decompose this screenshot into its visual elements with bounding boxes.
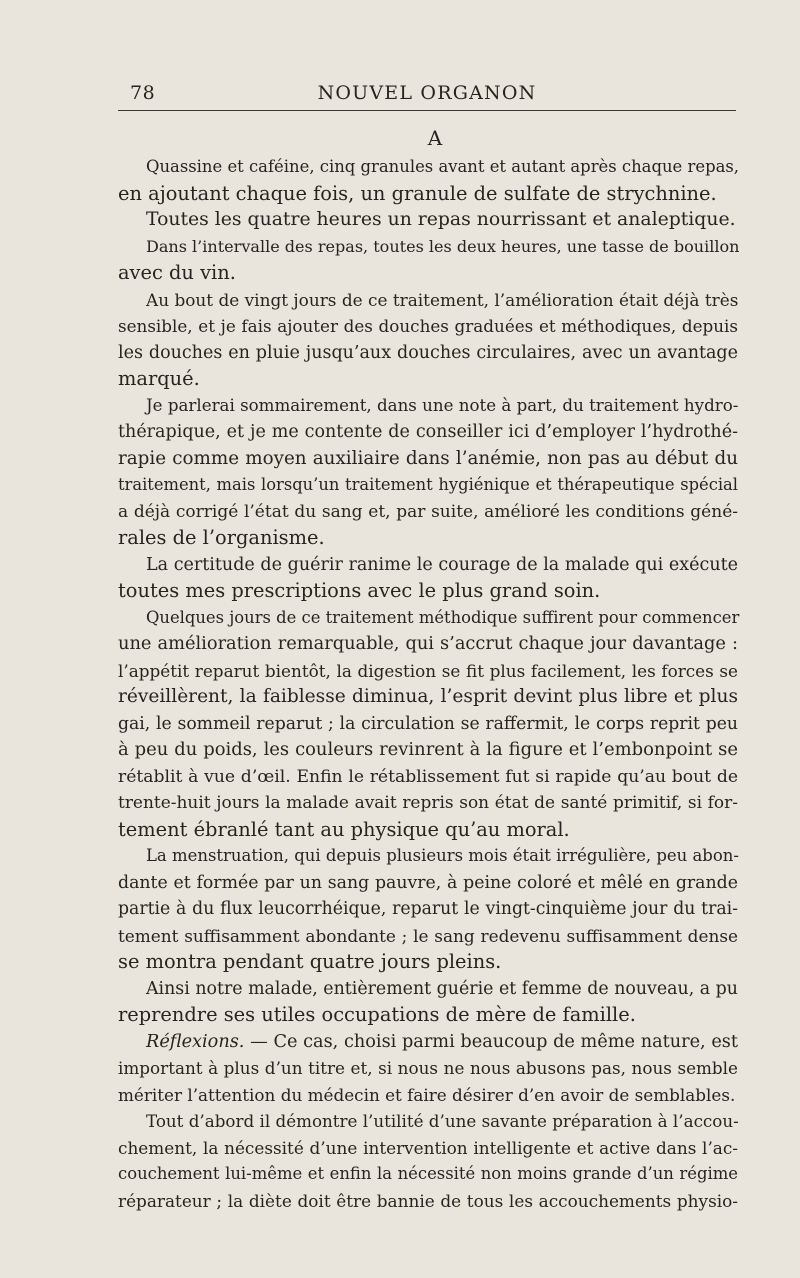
text-line: a déjà corrigé l’état du sang et, par suite, amélioré les conditions géné- <box>118 501 738 522</box>
text-line: chement, la nécessité d’une intervention intelligente et active dans l’ac- <box>118 1137 738 1158</box>
text-line: Au bout de vingt jours de ce traitement, l’amélioration était déjà très <box>146 289 739 310</box>
section-letter: A <box>427 126 443 150</box>
running-title: NOUVEL ORGANON <box>317 82 537 104</box>
text-line: se montra pendant quatre jours pleins. <box>118 950 502 973</box>
text-line: Toutes les quatre heures un repas nourrissant et analeptique. <box>146 209 736 230</box>
text-line: important à plus d’un titre et, si nous ne nous abusons pas, nous semble <box>118 1058 738 1078</box>
text-line: La menstruation, qui depuis plusieurs mois était irrégulière, peu abon- <box>146 846 739 865</box>
text-line: marqué. <box>118 367 200 390</box>
text-line: thérapique, et je me contente de conseiller ici d’employer l’hydrothé- <box>118 422 738 442</box>
text-line: tement suffisamment abondante ; le sang redevenu suffisamment dense <box>118 925 738 946</box>
header-rule <box>118 110 736 111</box>
text-line: Je parlerai sommairement, dans une note à part, du traitement hydro- <box>146 395 739 415</box>
text-line: Quelques jours de ce traitement méthodique suffirent pour commencer <box>146 607 740 627</box>
text-line: tement ébranlé tant au physique qu’au moral. <box>118 817 570 841</box>
text-line: Ainsi notre malade, entièrement guérie et femme de nouveau, a pu <box>146 978 738 999</box>
text-line: Quassine et caféine, cinq granules avant et autant après chaque repas, <box>146 157 740 176</box>
reflexions-text: Ce cas, choisi parmi beaucoup de même nature, est <box>273 1031 738 1052</box>
reflexions-label: Réflexions. — <box>146 1031 274 1052</box>
text-line: réveillèrent, la faiblesse diminua, l’esprit devint plus libre et plus <box>118 686 738 707</box>
text-line: rales de l’organisme. <box>118 526 325 549</box>
text-line: avec du vin. <box>118 261 236 284</box>
text-line: rétablit à vue d’œil. Enfin le rétablissement fut si rapide qu’au bout de <box>118 766 738 787</box>
text-line: réparateur ; la diète doit être bannie de tous les accouchements physio- <box>118 1190 738 1211</box>
text-line: La certitude de guérir ranime le courage de la malade qui exécute <box>146 554 738 575</box>
text-line: toutes mes prescriptions avec le plus grand soin. <box>118 579 601 602</box>
text-line: l’appétit reparut bientôt, la digestion se fit plus facilement, les forces se <box>118 660 738 681</box>
text-line: Dans l’intervalle des repas, toutes les deux heures, une tasse de bouillon <box>146 236 740 256</box>
body-text <box>118 154 738 1214</box>
text-line: reprendre ses utiles occupations de mère de famille. <box>118 1003 636 1026</box>
text-line: traitement, mais lorsqu’un traitement hygiénique et thérapeutique spécial <box>118 475 738 494</box>
text-line: dante et formée par un sang pauvre, à peine coloré et mêlé en grande <box>118 872 738 893</box>
text-line: sensible, et je fais ajouter des douches graduées et méthodiques, depuis <box>118 316 738 336</box>
page-number: 78 <box>130 82 156 104</box>
text-line: couchement lui-même et enfin la nécessité non moins grande d’un régime <box>118 1164 738 1183</box>
page-header <box>118 80 736 110</box>
text-line: les douches en pluie jusqu’aux douches circulaires, avec un avantage <box>118 342 738 363</box>
text-line: partie à du flux leucorrhéique, reparut le vingt-cinquième jour du trai- <box>118 899 738 919</box>
text-line: gai, le sommeil reparut ; la circulation se raffermit, le corps reprit peu <box>118 713 738 734</box>
text-line: mériter l’attention du médecin et faire désirer d’en avoir de semblables. <box>118 1084 736 1105</box>
text-line: rapie comme moyen auxiliaire dans l’anémie, non pas au début du <box>118 447 738 469</box>
text-line: une amélioration remarquable, qui s’accrut chaque jour davantage : <box>118 633 738 654</box>
text-line: trente-huit jours la malade avait repris son état de santé primitif, si for- <box>118 793 738 813</box>
text-line: à peu du poids, les couleurs revinrent à la figure et l’embonpoint se <box>118 739 738 760</box>
text-line: Tout d’abord il démontre l’utilité d’une savante préparation à l’accou- <box>146 1111 739 1131</box>
text-line-reflexions <box>118 1029 738 1056</box>
text-line: en ajoutant chaque fois, un granule de sulfate de strychnine. <box>118 181 717 205</box>
